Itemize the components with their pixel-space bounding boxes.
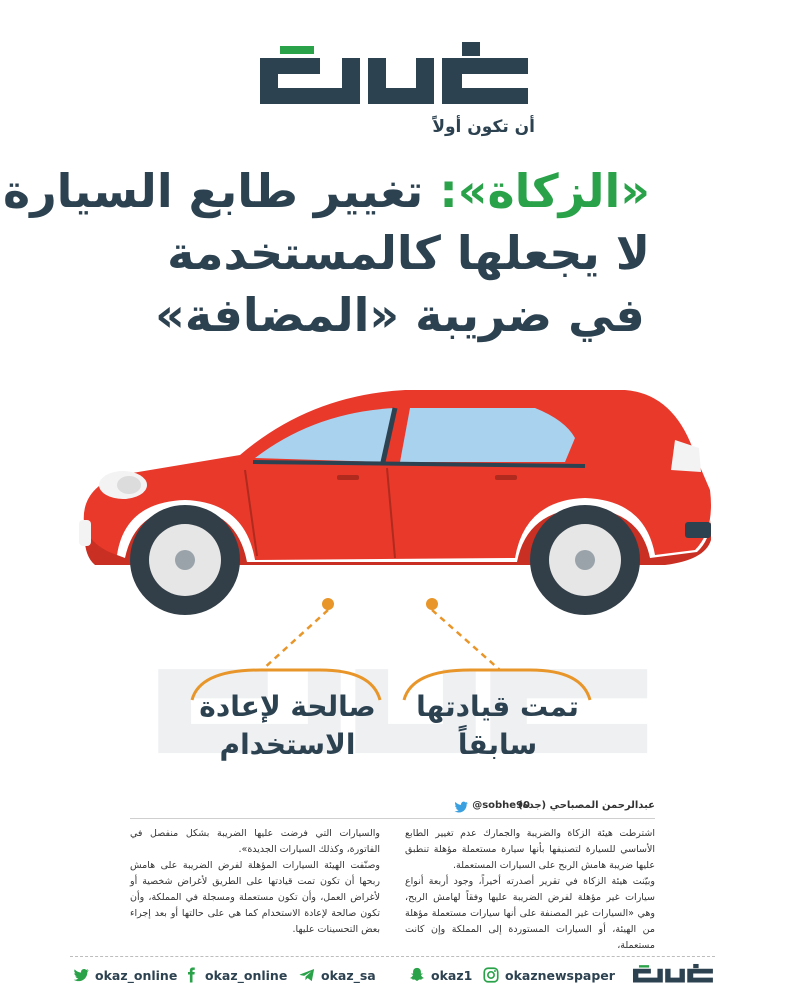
okaz-footer-logo bbox=[630, 962, 715, 988]
headline-line-1-rest: تغيير طابع السيارة bbox=[3, 164, 440, 218]
headline bbox=[3, 160, 650, 346]
footer-social-bar bbox=[60, 960, 720, 990]
callout-connectors bbox=[0, 590, 785, 710]
telegram-icon bbox=[298, 966, 316, 984]
callout-right-line-1: تمت قيادتها bbox=[416, 690, 579, 723]
okaz-logo bbox=[250, 38, 535, 120]
headline-line-3: في ضريبة «المضافة» bbox=[155, 288, 645, 342]
byline-author: عبدالرحمن المصباحي (جدة) bbox=[518, 800, 655, 811]
social-handle: okaznewspaper bbox=[505, 967, 615, 983]
byline-handle[interactable]: @sobhe90 bbox=[472, 800, 530, 811]
social-snapchat[interactable] bbox=[408, 964, 472, 986]
footer-divider bbox=[70, 956, 715, 958]
social-handle: okaz1 bbox=[431, 967, 473, 983]
byline bbox=[130, 797, 655, 819]
article-column-right bbox=[405, 826, 655, 954]
callout-driven-before bbox=[400, 688, 595, 764]
social-handle: okaz_online bbox=[95, 967, 178, 983]
article-paragraph: وبيّنت هيئة الزكاة في تقرير أصدرته أخيراً، وجود أربعة أنواع سيارات غير مؤهلة لفرض الضريبة عليها وفقاً لهامش الربح، وهي «السيارات غير المصنفة على أنها سيارات مستعملة مؤهلة من الهيئة، أو السيارات المستوردة إلى المملكة وإن كانت مستعملة، bbox=[405, 876, 655, 951]
facebook-icon bbox=[182, 966, 200, 984]
callout-left-line-1: صالحة لإعادة bbox=[199, 690, 376, 723]
social-instagram[interactable] bbox=[482, 964, 615, 986]
social-twitter[interactable] bbox=[72, 964, 177, 986]
slogan: أن تكون أولاً bbox=[432, 117, 535, 137]
social-telegram[interactable] bbox=[298, 964, 376, 986]
red-car-illustration bbox=[65, 380, 715, 620]
byline-divider bbox=[130, 818, 655, 819]
callout-right-line-2: سابقاً bbox=[457, 728, 538, 761]
article-paragraph: اشترطت هيئة الزكاة والضريبة والجمارك عدم تغيير الطابع الأساسي للسيارة لتصنيفها بأنها سيارة مستعملة مؤهلة تنطبق عليها ضريبة هامش الربح على السيارات المستعملة. bbox=[405, 828, 655, 871]
article-paragraph: والسيارات التي فرضت عليها الضريبة بشكل منفصل في الفاتورة، وكذلك السيارات الجديدة». bbox=[130, 828, 380, 855]
callout-reusable bbox=[190, 688, 385, 764]
headline-accent: «الزكاة»: bbox=[439, 164, 650, 218]
callout-left-line-2: الاستخدام bbox=[219, 728, 356, 761]
social-handle: okaz_sa bbox=[321, 967, 376, 983]
headline-line-2: لا يجعلها كالمستخدمة bbox=[167, 226, 650, 280]
article-column-left bbox=[130, 826, 380, 938]
instagram-icon bbox=[482, 966, 500, 984]
snapchat-icon bbox=[408, 966, 426, 984]
social-handle: okaz_online bbox=[205, 967, 288, 983]
article-paragraph: وصنّفت الهيئة السيارات المؤهلة لفرض الضريبة على هامش ربحها أن تكون تمت قيادتها على الطريق لأغراض شخصية أو لأغراض العمل، وأن تكون مستعملة ومسجلة في المملكة، وأن تكون صالحة لإعادة الاستخدام كما هي على حالتها أو بعد إجراء بعض التحسينات عليها. bbox=[130, 860, 380, 935]
headline-line-1 bbox=[3, 160, 650, 222]
twitter-icon bbox=[72, 966, 90, 984]
twitter-icon bbox=[452, 799, 470, 815]
social-facebook[interactable] bbox=[182, 964, 287, 986]
